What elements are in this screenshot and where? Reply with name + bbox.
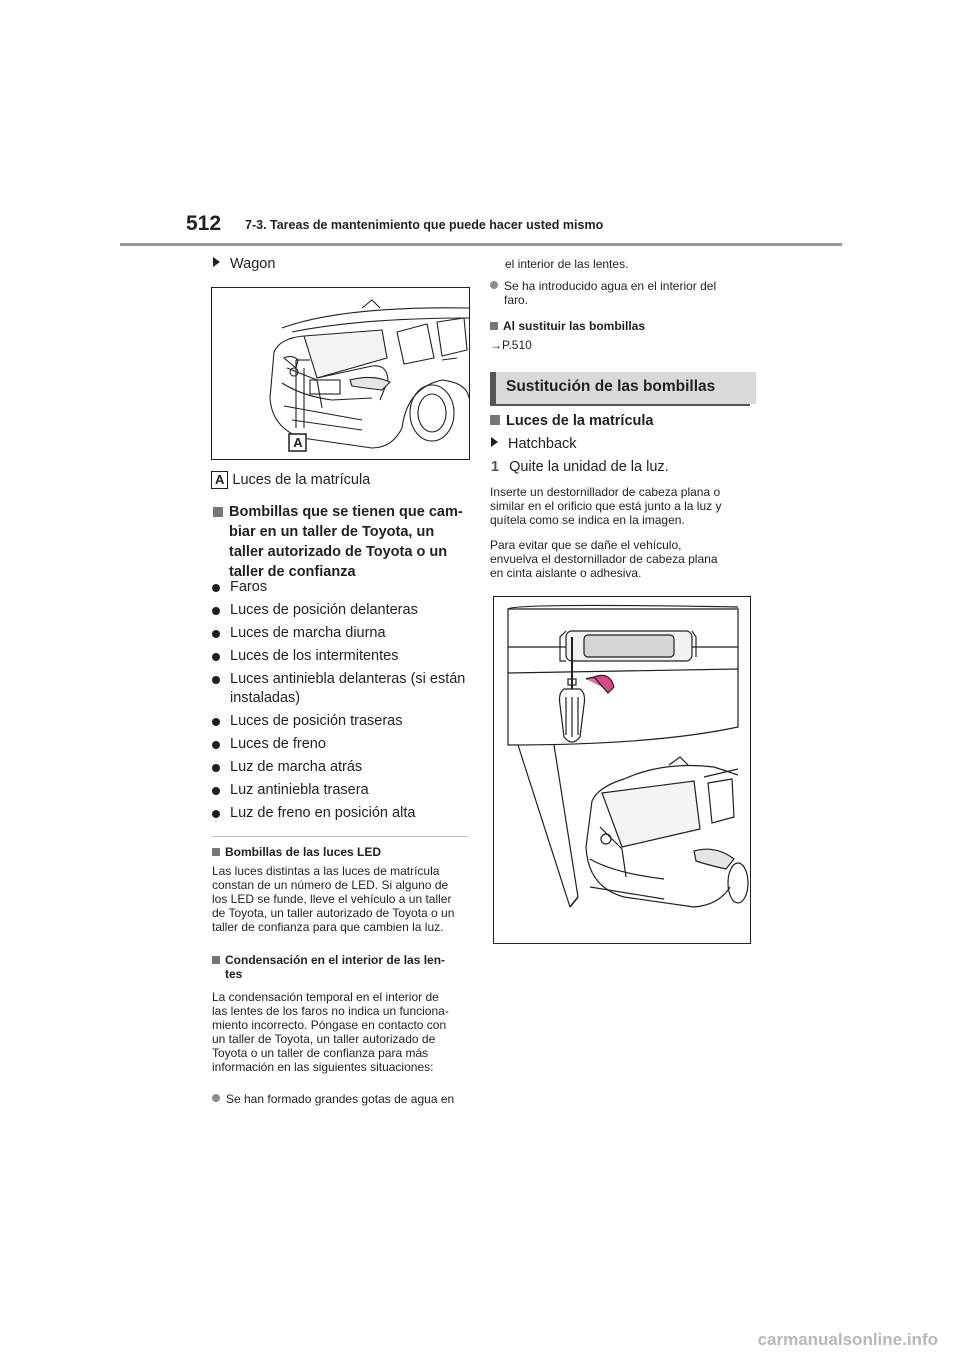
- callout-label-box: A: [211, 471, 228, 489]
- paragraph-line: los LED se funde, lleve el vehículo a un taller: [212, 892, 452, 906]
- step-number: 1: [491, 459, 500, 475]
- list-item: [212, 647, 472, 666]
- bullet-text: faro.: [504, 293, 529, 307]
- paragraph-line: miento incorrecto. Póngase en contacto con: [212, 1018, 447, 1032]
- list-item: [212, 624, 472, 643]
- list-item: [212, 735, 472, 754]
- paragraph-line: quítela como se indica en la imagen.: [490, 513, 685, 527]
- bulb-list: [212, 578, 472, 827]
- paragraph-line: taller de confianza para que cambien la luz.: [212, 920, 444, 934]
- list-item-text: Luces de posición delanteras: [230, 602, 418, 618]
- figure-callout-letter: A: [293, 435, 303, 450]
- heading-line: Bombillas que se tienen que cam-: [229, 504, 463, 520]
- bullet-dot-icon: [212, 584, 220, 592]
- list-item: [212, 804, 472, 823]
- wagon-label-text: Wagon: [230, 256, 276, 272]
- paragraph-line: La condensación temporal en el interior de: [212, 990, 439, 1004]
- heading-square-icon: [212, 956, 220, 964]
- paragraph-line: Las luces distintas a las luces de matrícula: [212, 864, 440, 878]
- water-bullet: [490, 279, 752, 307]
- section-header-title: 7-3. Tareas de mantenimiento que puede hacer usted mismo: [245, 218, 604, 232]
- list-item-text: Luces de los intermitentes: [230, 648, 399, 664]
- led-heading-text: Bombillas de las luces LED: [225, 845, 382, 859]
- bullet-dot-icon: [212, 653, 220, 661]
- list-item-text: Luz antiniebla trasera: [230, 782, 369, 798]
- bullet-dot-icon: [212, 676, 220, 684]
- paragraph-line: Toyota o un taller de confianza para más: [212, 1046, 429, 1060]
- triangle-arrow-icon: [213, 257, 220, 267]
- wagon-car-illustration: [212, 288, 469, 459]
- led-paragraph: [212, 864, 474, 934]
- heading-square-icon: [490, 415, 500, 425]
- bullet-dot-icon: [212, 607, 220, 615]
- heading-square-icon: [212, 848, 220, 856]
- list-item-text: Luces de posición traseras: [230, 713, 403, 729]
- list-item: [212, 781, 472, 800]
- list-item-text: Luces de freno: [230, 736, 326, 752]
- instruction-paragraph-1: [490, 485, 752, 527]
- bullet-dot-icon: [212, 764, 220, 772]
- triangle-arrow-icon: [491, 437, 498, 447]
- list-item-text: Luces antiniebla delanteras (si están: [230, 671, 466, 687]
- heading-line: Condensación en el interior de las len-: [225, 953, 446, 967]
- step-text: Quite la unidad de la luz.: [509, 459, 669, 475]
- list-item: [212, 578, 472, 597]
- hatchback-light-removal-figure: [493, 596, 751, 944]
- paragraph-line: información en las siguientes situaciones:: [212, 1060, 434, 1074]
- bullet-text: Se ha introducido agua en el interior del: [504, 279, 717, 293]
- list-item: [212, 712, 472, 731]
- replace-heading: [490, 319, 645, 333]
- section-title-tab: [490, 372, 756, 404]
- section-title: Sustitución de las bombillas: [506, 378, 716, 395]
- wagon-label: [213, 256, 275, 272]
- paragraph-line: Para evitar que se dañe el vehículo,: [490, 538, 682, 552]
- instruction-paragraph-2: [490, 538, 752, 580]
- list-item-text: Luz de freno en posición alta: [230, 805, 416, 821]
- condensation-bullet: [212, 1092, 454, 1106]
- section-title-underline: [490, 404, 750, 406]
- watermark: carmanualsonline.info: [757, 1330, 938, 1349]
- paragraph-line: las lentes de los faros no indica un funciona-: [212, 1004, 449, 1018]
- list-item: [212, 758, 472, 777]
- paragraph-line: similar en el orificio que está junto a la luz y: [490, 499, 722, 513]
- paragraph-line: en cinta aislante o adhesiva.: [490, 566, 642, 580]
- heading-line: biar en un taller de Toyota, un: [229, 524, 435, 540]
- header-divider: [120, 243, 842, 246]
- page-reference-link[interactable]: →P.510: [490, 338, 532, 352]
- condensation-paragraph: [212, 990, 474, 1074]
- list-item-continuation: [212, 689, 472, 708]
- wagon-rear-figure: [211, 287, 470, 460]
- bullet-dot-icon: [212, 718, 220, 726]
- list-item: [212, 670, 472, 689]
- heading-line: taller autorizado de Toyota o un: [229, 544, 448, 560]
- heading-line: tes: [225, 967, 243, 981]
- bullet-dot-icon: [212, 810, 220, 818]
- heading-line: taller de confianza: [229, 564, 356, 580]
- page-number: 512: [186, 212, 222, 235]
- paragraph-line: de Toyota, un taller autorizado de Toyota o un: [212, 906, 455, 920]
- section-divider: [212, 836, 468, 837]
- hatchback-label-text: Hatchback: [508, 436, 577, 452]
- figure-caption: [211, 471, 370, 489]
- heading-square-icon: [490, 322, 498, 330]
- screwdriver-illustration: [494, 597, 750, 943]
- heading-square-icon: [213, 507, 223, 517]
- list-item: [212, 601, 472, 620]
- plate-heading: [490, 413, 653, 429]
- bullet-text: Se han formado grandes gotas de agua en: [226, 1092, 455, 1106]
- bullet-dot-icon: [212, 787, 220, 795]
- paragraph-line: envuelva el destornillador de cabeza plana: [490, 552, 718, 566]
- paragraph-line: Inserte un destornillador de cabeza plana o: [490, 485, 721, 499]
- paragraph-line: un taller de Toyota, un taller autorizado de: [212, 1032, 436, 1046]
- bullet-dot-icon: [212, 1094, 220, 1102]
- condensation-heading: [212, 953, 474, 981]
- paragraph-line: constan de un número de LED. Si alguno de: [212, 878, 449, 892]
- hatchback-label: [491, 436, 577, 452]
- list-item-text: Luz de marcha atrás: [230, 759, 363, 775]
- bullet-dot-icon: [212, 630, 220, 638]
- list-item-text: Faros: [230, 579, 268, 595]
- step-1: [491, 459, 669, 475]
- dealer-bulbs-heading: [213, 502, 475, 582]
- led-heading: [212, 845, 381, 859]
- replace-heading-text: Al sustituir las bombillas: [503, 319, 646, 333]
- bullet-dot-icon: [212, 741, 220, 749]
- figure-caption-text: Luces de la matrícula: [232, 472, 371, 488]
- plate-heading-text: Luces de la matrícula: [506, 413, 654, 429]
- list-item-text: Luces de marcha diurna: [230, 625, 386, 641]
- bullet-dot-icon: [490, 281, 498, 289]
- continued-line: el interior de las lentes.: [505, 257, 629, 271]
- list-item-text: instaladas): [230, 690, 301, 706]
